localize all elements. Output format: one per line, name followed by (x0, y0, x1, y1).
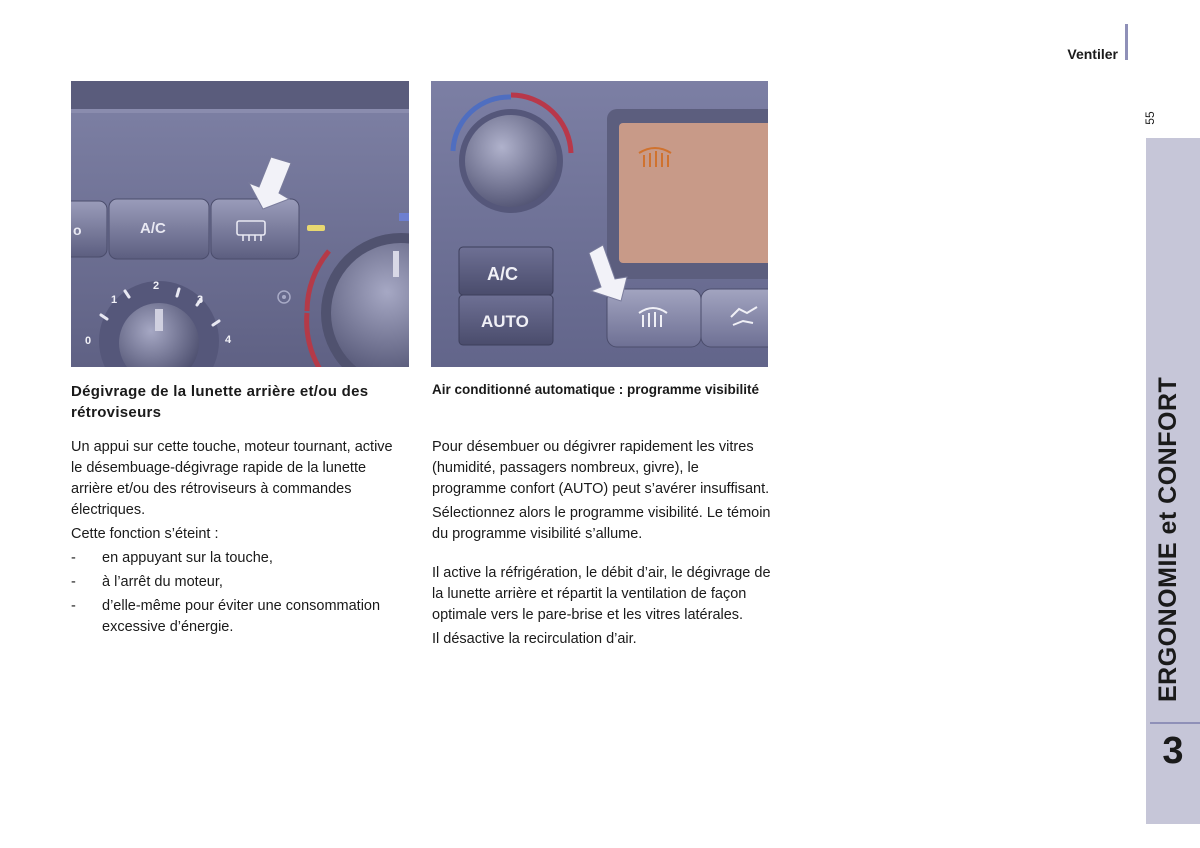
list-item (71, 572, 406, 593)
dial-number-4: 4 (225, 334, 232, 346)
dial-number-0: 0 (85, 335, 92, 347)
ac-button-label: A/C (140, 220, 166, 237)
page-number: 55 (1143, 111, 1157, 125)
list-item (71, 548, 406, 569)
bullet-list (71, 548, 406, 638)
heading-rear-defrost: Dégivrage de la lunette arrière et/ou des rétroviseurs (71, 383, 369, 421)
section-title: Ventiler (1067, 46, 1118, 62)
dial-number-2: 2 (153, 280, 160, 292)
dial-number-1: 1 (111, 294, 118, 306)
chapter-title: ERGONOMIE et CONFORT (1154, 376, 1182, 702)
bullet-dash: - (71, 574, 76, 590)
bullet-text: à l’arrêt du moteur, (102, 574, 223, 590)
paragraph: Sélectionnez alors le programme visibilité. Le témoin du programme visibilité s’allume. (432, 505, 771, 542)
right-body (432, 437, 772, 653)
bullet-dash: - (71, 550, 76, 566)
bullet-dash: - (71, 598, 76, 614)
paragraph: Cette fonction s’éteint : (71, 526, 219, 542)
list-item (71, 596, 406, 638)
bullet-text: d’elle-même pour éviter une consommation excessive d’énergie. (102, 598, 381, 635)
auto-button-label: AUTO (481, 312, 529, 331)
photo-rear-defrost-button (71, 81, 409, 367)
chapter-number: 3 (1162, 730, 1184, 772)
indicator-light (307, 225, 325, 231)
bullet-text: en appuyant sur la touche, (102, 550, 273, 566)
heading-visibility-program: Air conditionné automatique : programme visibilité (432, 382, 760, 397)
chapter-divider (1150, 722, 1200, 724)
photo-visibility-program-button (431, 81, 768, 367)
paragraph: Pour désembuer ou dégivrer rapidement les vitres (humidité, passagers nombreux, givre), le programme confort (AUTO) peut s’avérer insuffisant. (432, 439, 770, 497)
left-body (71, 437, 406, 641)
paragraph: Il active la réfrigération, le débit d’air, le dégivrage de la lunette arrière et répartit la ventilation de façon optimale vers le pare-brise et les vitres latérales. (432, 565, 771, 623)
paragraph: Un appui sur cette touche, moteur tournant, active le désembuage-dégivrage rapide de la lunette arrière et/ou des rétroviseurs à commandes électriques. (71, 439, 393, 518)
ac-button-label: A/C (487, 264, 518, 284)
header-divider (1125, 24, 1128, 60)
dial-number-3: 3 (197, 294, 204, 306)
paragraph: Il désactive la recirculation d’air. (432, 631, 637, 647)
partial-button-label: o (73, 222, 82, 238)
